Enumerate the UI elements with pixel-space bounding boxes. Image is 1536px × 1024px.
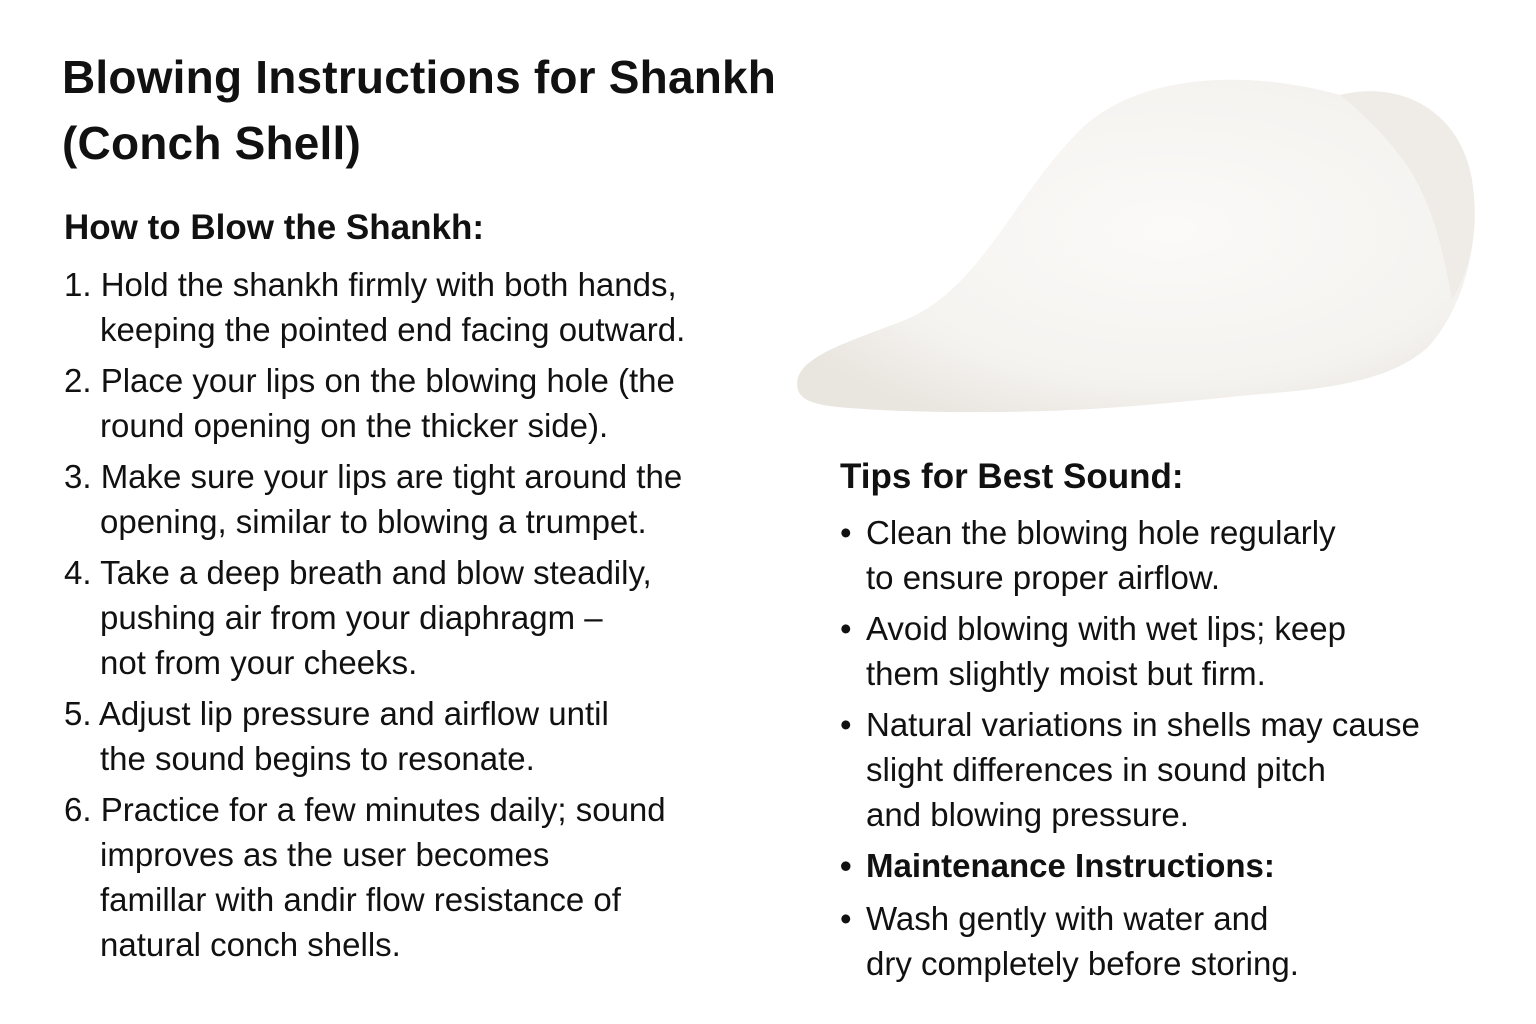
tip-2-line-2: them slightly moist but firm.: [866, 655, 1266, 692]
step-4-line-3: not from your cheeks.: [100, 644, 418, 681]
tip-3-text-1: Natural variations in shells may cause: [866, 706, 1420, 743]
tip-1-text-1: Clean the blowing hole regularly: [866, 514, 1336, 551]
bullet-icon: •: [840, 610, 852, 647]
conch-shell-illustration: [780, 60, 1500, 430]
tip-3-line-2: slight differences in sound pitch: [866, 751, 1326, 788]
maintenance-heading-text: Maintenance Instructions:: [866, 847, 1275, 884]
list-item: [64, 262, 784, 352]
list-item: [840, 510, 1520, 600]
step-6-line-1: 6. Practice for a few minutes daily; sound: [64, 791, 666, 828]
page-title: [62, 44, 882, 176]
tip-5-line-1: [840, 896, 1520, 941]
list-item: [840, 702, 1520, 837]
step-2-line-2: round opening on the thicker side).: [100, 407, 609, 444]
list-item: [64, 358, 784, 448]
tip-3-line-1: [840, 702, 1520, 747]
tip-5-text-1: Wash gently with water and: [866, 900, 1269, 937]
step-2-line-1: 2. Place your lips on the blowing hole (the: [64, 362, 675, 399]
step-3-line-2: opening, similar to blowing a trumpet.: [100, 503, 647, 540]
step-1-line-2: keeping the pointed end facing outward.: [100, 311, 686, 348]
tip-1-line-2: to ensure proper airflow.: [866, 559, 1221, 596]
tip-2-line-1: [840, 606, 1520, 651]
how-to-heading: How to Blow the Shankh:: [64, 208, 484, 247]
bullet-icon: •: [840, 847, 852, 884]
list-item: [840, 606, 1520, 696]
tip-1-line-1: [840, 510, 1520, 555]
maintenance-heading: [840, 843, 1520, 888]
list-item: [64, 550, 784, 685]
tip-2-text-1: Avoid blowing with wet lips; keep: [866, 610, 1346, 647]
tips-list: [840, 510, 1520, 992]
step-6-line-2: improves as the user becomes: [100, 836, 550, 873]
bullet-icon: •: [840, 900, 852, 937]
shell-body: [797, 80, 1474, 412]
tips-heading: Tips for Best Sound:: [840, 457, 1184, 496]
list-item: [840, 896, 1520, 986]
list-item: [64, 691, 784, 781]
title-line-1: Blowing Instructions for Shankh: [62, 51, 777, 103]
step-5-line-2: the sound begins to resonate.: [100, 740, 535, 777]
list-item: [64, 787, 784, 967]
title-line-2: (Conch Shell): [62, 117, 362, 169]
step-4-line-1: 4. Take a deep breath and blow steadily,: [64, 554, 652, 591]
list-item: [840, 843, 1520, 888]
bullet-icon: •: [840, 706, 852, 743]
step-4-line-2: pushing air from your diaphragm –: [100, 599, 603, 636]
tip-3-line-3: and blowing pressure.: [866, 796, 1189, 833]
bullet-icon: •: [840, 514, 852, 551]
tip-5-line-2: dry completely before storing.: [866, 945, 1299, 982]
step-3-line-1: 3. Make sure your lips are tight around the: [64, 458, 683, 495]
steps-list: [64, 262, 784, 973]
step-5-line-1: 5. Adjust lip pressure and airflow until: [64, 695, 609, 732]
step-6-line-3: famillar with andir flow resistance of: [100, 881, 621, 918]
step-1-line-1: 1. Hold the shankh firmly with both hands,: [64, 266, 677, 303]
step-6-line-4: natural conch shells.: [100, 926, 401, 963]
list-item: [64, 454, 784, 544]
